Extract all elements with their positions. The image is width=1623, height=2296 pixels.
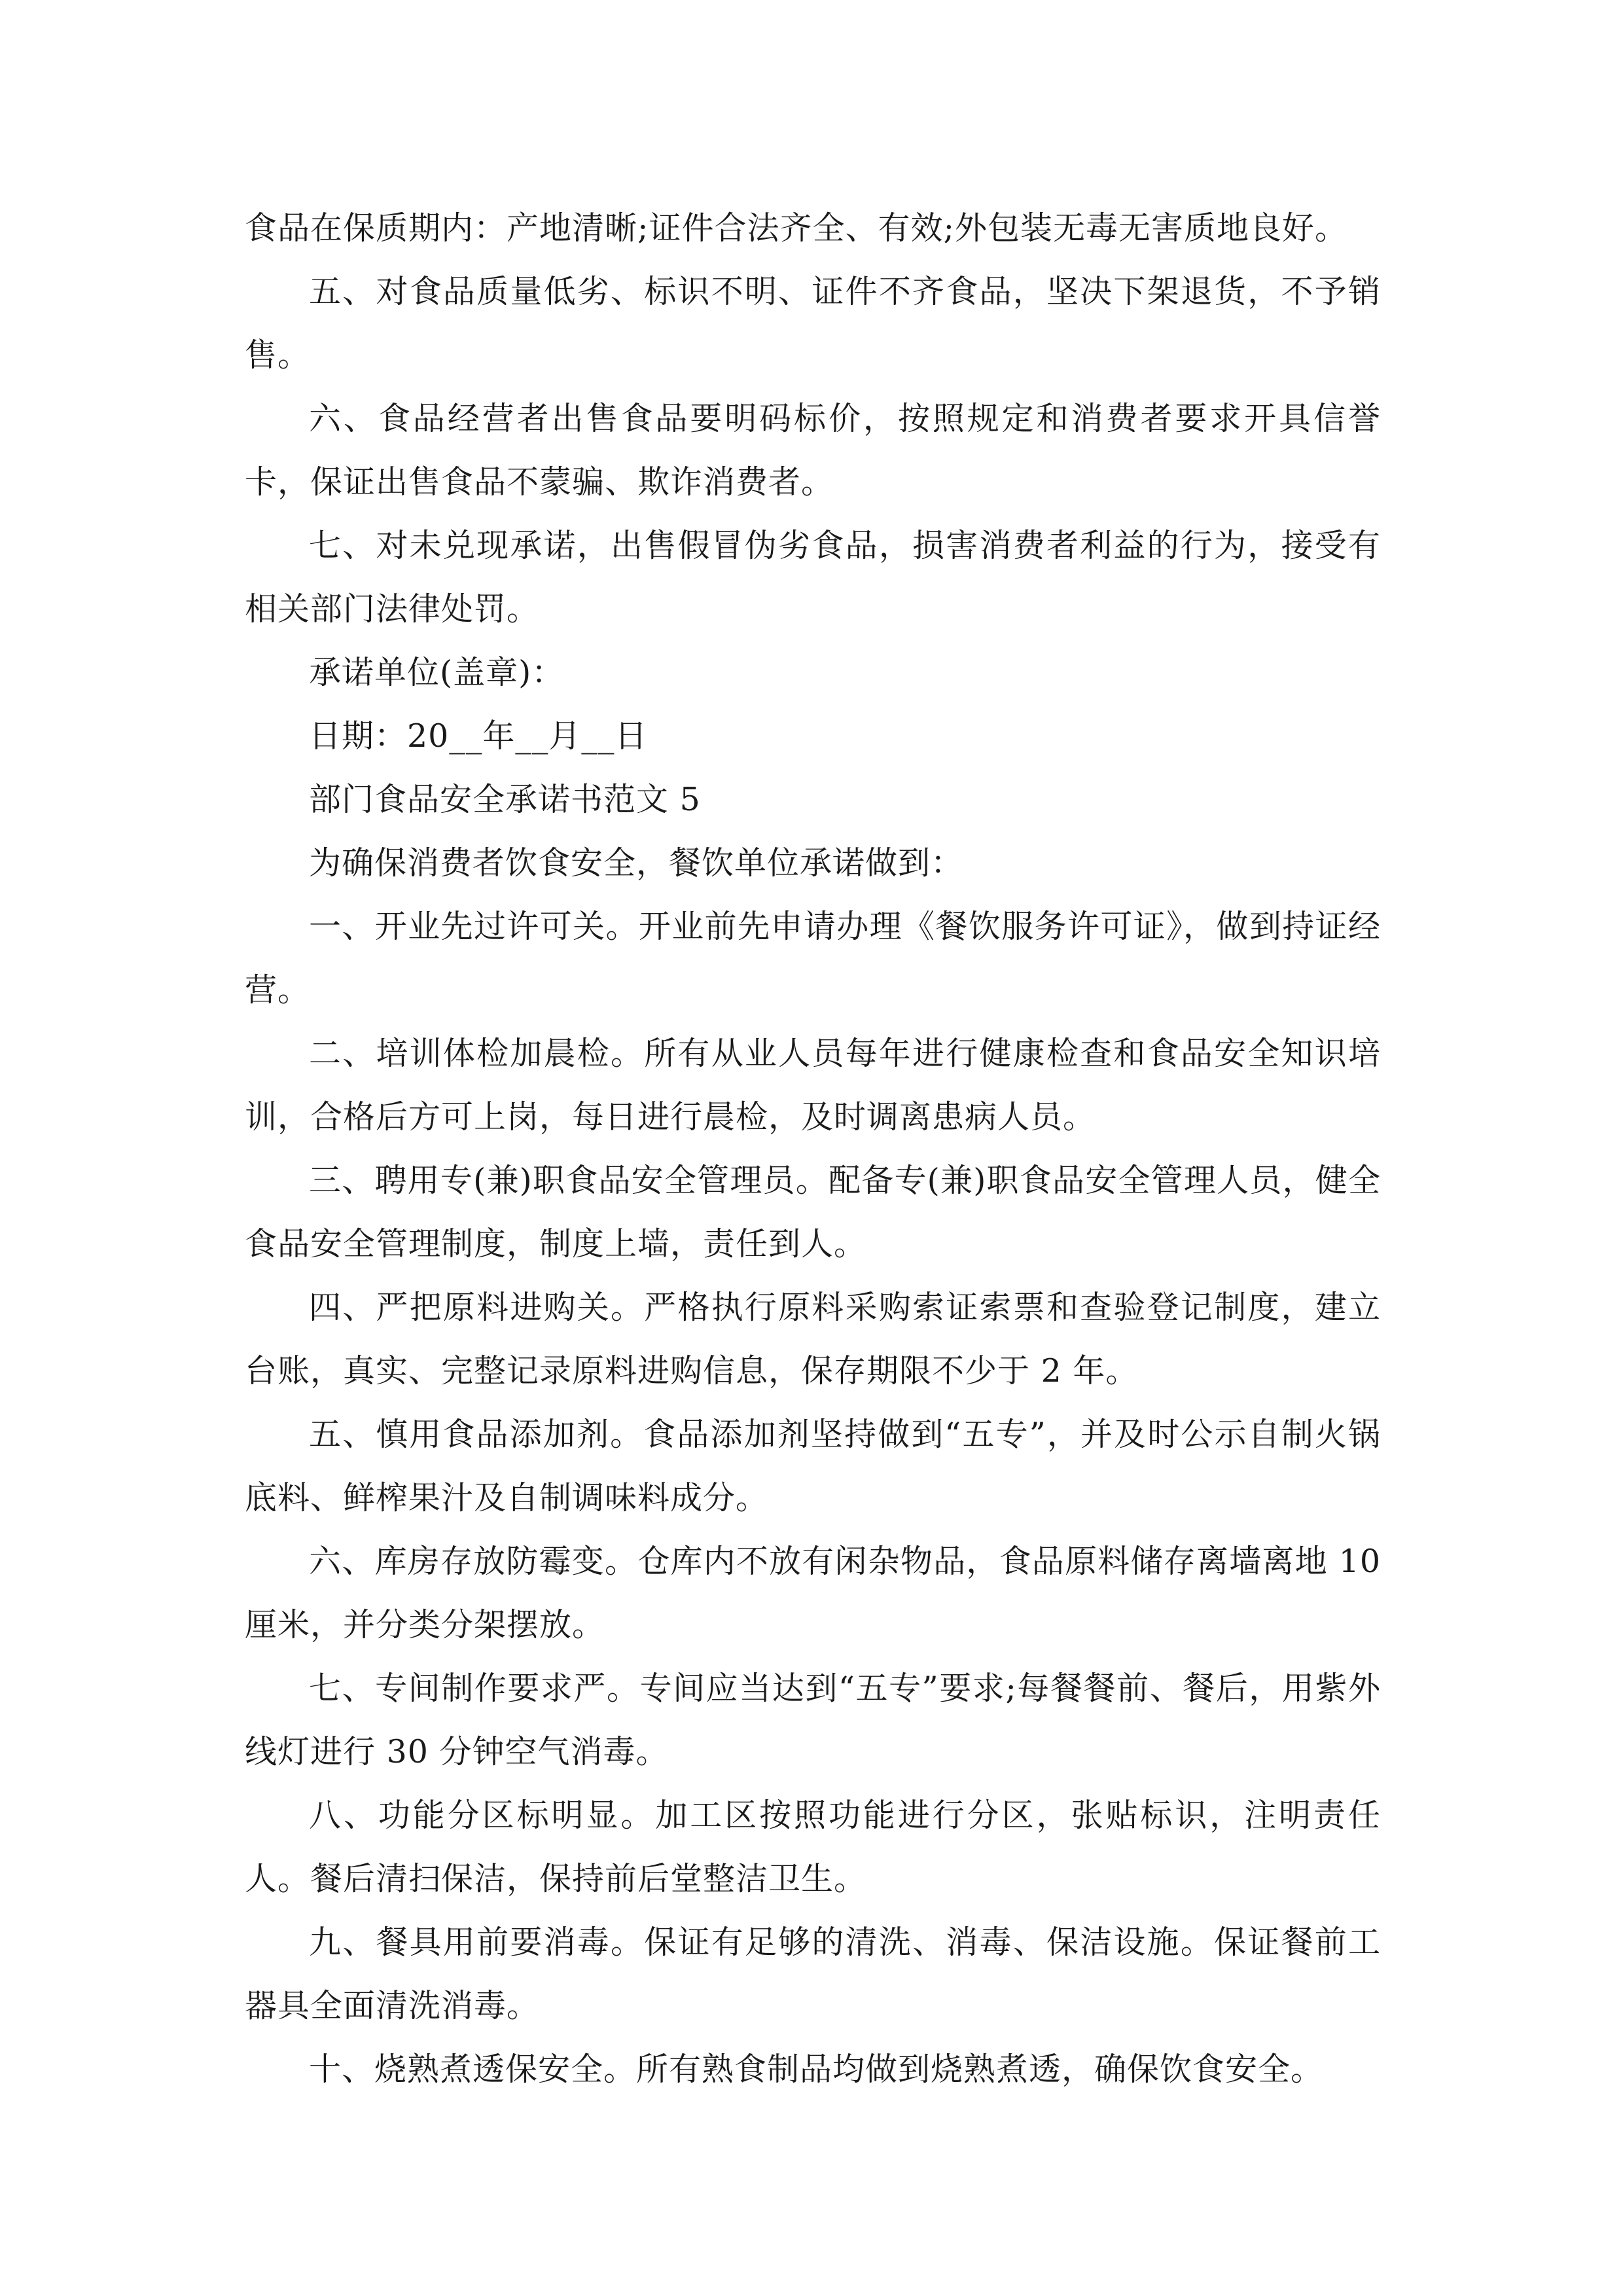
section-title: 部门食品安全承诺书范文 5 xyxy=(309,781,701,818)
commitment-item-1: 一、开业先过许可关。开业前先申请办理《餐饮服务许可证》，做到持证经营。 xyxy=(245,908,1381,1009)
document-body xyxy=(245,196,1381,2101)
paragraph-item-6: 六、食品经营者出售食品要明码标价，按照规定和消费者要求开具信誉卡，保证出售食品不蒙骗、欺诈消费者。 xyxy=(245,400,1381,501)
paragraph-item-5: 五、对食品质量低劣、标识不明、证件不齐食品，坚决下架退货，不予销售。 xyxy=(245,273,1381,374)
commitment-item-2: 二、培训体检加晨检。所有从业人员每年进行健康检查和食品安全知识培训，合格后方可上岗，每日进行晨检，及时调离患病人员。 xyxy=(245,1035,1381,1136)
section-intro: 为确保消费者饮食安全，餐饮单位承诺做到： xyxy=(309,844,964,882)
commitment-item-4: 四、严把原料进购关。严格执行原料采购索证索票和查验登记制度，建立台账，真实、完整记录原料进购信息，保存期限不少于 2 年。 xyxy=(245,1289,1381,1390)
commitment-item-10: 十、烧熟煮透保安全。所有熟食制品均做到烧熟煮透，确保饮食安全。 xyxy=(309,2051,1324,2088)
commitment-item-5: 五、慎用食品添加剂。食品添加剂坚持做到“五专”，并及时公示自制火锅底料、鲜榨果汁及自制调味料成分。 xyxy=(245,1416,1381,1516)
signature-unit-line: 承诺单位(盖章)： xyxy=(309,654,565,691)
paragraph-continuation: 食品在保质期内：产地清晰;证件合法齐全、有效;外包装无毒无害质地良好。 xyxy=(245,209,1348,247)
commitment-item-6: 六、库房存放防霉变。仓库内不放有闲杂物品，食品原料储存离墙离地 10 厘米，并分类分架摆放。 xyxy=(245,1543,1381,1643)
commitment-item-7: 七、专间制作要求严。专间应当达到“五专”要求;每餐餐前、餐后，用紫外线灯进行 30 分钟空气消毒。 xyxy=(245,1670,1381,1770)
date-line: 日期：20__年__月__日 xyxy=(309,717,648,755)
commitment-item-8: 八、功能分区标明显。加工区按照功能进行分区，张贴标识，注明责任人。餐后清扫保洁，保持前后堂整洁卫生。 xyxy=(245,1797,1381,1897)
commitment-item-3: 三、聘用专(兼)职食品安全管理员。配备专(兼)职食品安全管理人员，健全食品安全管理制度，制度上墙，责任到人。 xyxy=(245,1162,1381,1263)
commitment-item-9: 九、餐具用前要消毒。保证有足够的清洗、消毒、保洁设施。保证餐前工器具全面清洗消毒。 xyxy=(245,1924,1381,2024)
paragraph-item-7: 七、对未兑现承诺，出售假冒伪劣食品，损害消费者利益的行为，接受有相关部门法律处罚。 xyxy=(245,527,1381,628)
